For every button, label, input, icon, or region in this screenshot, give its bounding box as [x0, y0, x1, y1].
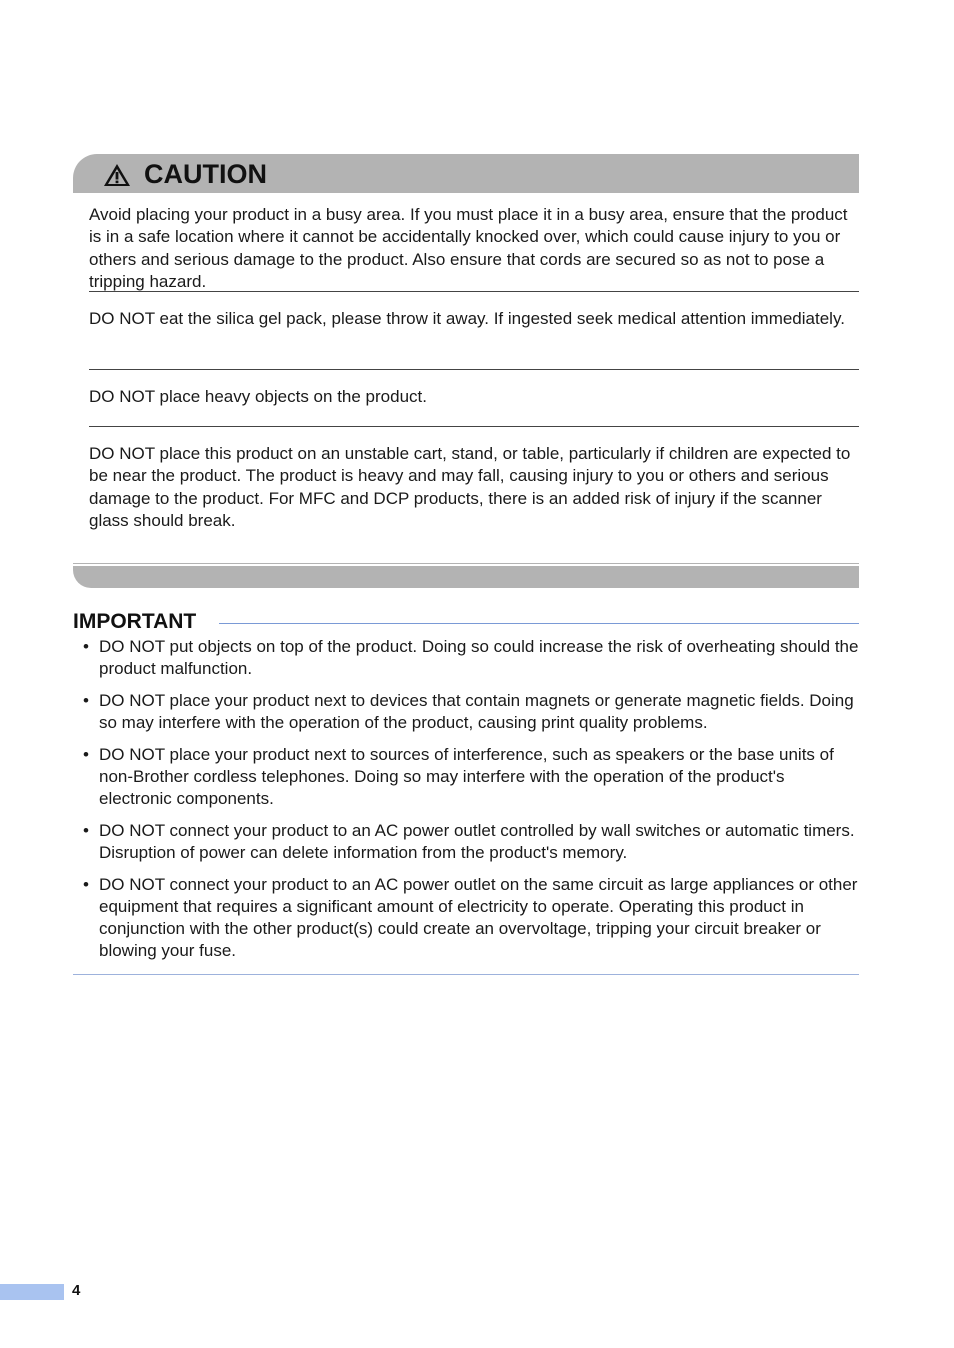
important-title: IMPORTANT	[73, 610, 197, 633]
list-item	[73, 820, 859, 864]
caution-item: Avoid placing your product in a busy area. If you must place it in a busy area, ensure that the product is in a safe location where it cannot be accidentally knocked over, which could cause injury to you or others and serious damage to the product. Also ensure that cords are secured so as not to pose a tripping hazard.	[89, 205, 848, 292]
important-list	[73, 636, 859, 972]
list-item-text: DO NOT connect your product to an AC power outlet controlled by wall switches or automatic timers. Disruption of power can delete information from the product's memory.	[99, 820, 855, 863]
bullet: •	[83, 820, 89, 840]
bullet: •	[83, 744, 89, 764]
warning-triangle-icon	[103, 163, 131, 187]
caution-title: CAUTION	[144, 159, 267, 189]
bullet: •	[83, 637, 89, 656]
list-item-text: DO NOT put objects on top of the product. Doing so could increase the risk of overheating should the product malfunction.	[99, 637, 859, 679]
list-item	[73, 874, 859, 963]
list-item-text: DO NOT place your product next to sources of interference, such as speakers or the base units of non-Brother cordless telephones. Doing so may interfere with the operation of the product's electronic components.	[99, 744, 834, 809]
caution-footer-bar	[73, 566, 859, 588]
caution-items	[89, 204, 859, 533]
bullet: •	[83, 874, 89, 894]
list-item	[73, 690, 859, 734]
caution-item: DO NOT eat the silica gel pack, please throw it away. If ingested seek medical attention immediately.	[89, 309, 845, 328]
list-item-text: DO NOT connect your product to an AC power outlet on the same circuit as large appliances or other equipment that requires a significant amount of electricity to operate. Operating this product in conjunction with the other product(s) could create an overvoltage, tripping your circuit breaker or blowing your fuse.	[99, 874, 858, 961]
page-number: 4	[72, 1282, 81, 1299]
important-bottom-rule	[73, 974, 859, 975]
caution-footer-line	[73, 563, 859, 564]
important-rule	[219, 623, 859, 624]
list-item-text: DO NOT place your product next to devices that contain magnets or generate magnetic fields. Doing so may interfere with the operation of the product, causing print quality problems.	[99, 690, 854, 733]
bullet: •	[83, 690, 89, 710]
list-item	[73, 744, 859, 811]
caution-item: DO NOT place heavy objects on the product.	[89, 387, 427, 406]
page-tab	[0, 1284, 64, 1300]
caution-header	[73, 154, 859, 193]
caution-item: DO NOT place this product on an unstable cart, stand, or table, particularly if children are expected to be near the product. The product is heavy and may fall, causing injury to you or others and serious damage to the product. For MFC and DCP products, there is an added risk of injury if the scanner glass should break.	[89, 444, 851, 531]
list-item	[73, 636, 859, 680]
